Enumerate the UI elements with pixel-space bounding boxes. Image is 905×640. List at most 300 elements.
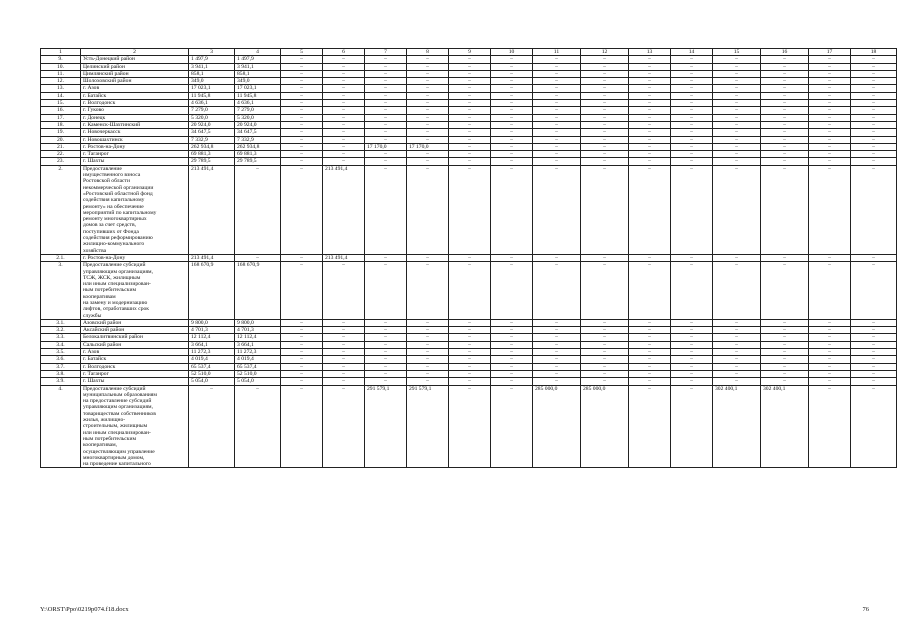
value-cell: – [581, 262, 629, 320]
value-cell: – [809, 151, 851, 158]
value-cell: – [851, 78, 897, 85]
row-name-cell: Аксайский район [81, 327, 189, 334]
value-cell: – [533, 63, 581, 70]
value-cell: – [713, 136, 761, 143]
value-cell: – [281, 143, 323, 150]
row-number-cell: 22. [41, 151, 81, 158]
table-row [41, 327, 897, 334]
value-cell: – [365, 129, 407, 136]
value-cell: – [491, 356, 533, 363]
value-cell: – [365, 356, 407, 363]
table-row [41, 385, 897, 468]
value-cell: – [761, 56, 809, 63]
value-cell: – [809, 100, 851, 107]
value-cell: 5 320,0 [189, 114, 235, 121]
header-cell: 11 [533, 49, 581, 56]
value-cell: – [671, 334, 713, 341]
value-cell: – [533, 56, 581, 63]
value-cell: 65 537,4 [189, 363, 235, 370]
value-cell: – [407, 56, 449, 63]
table-row [41, 151, 897, 158]
value-cell: – [491, 349, 533, 356]
value-cell: – [809, 107, 851, 114]
value-cell: – [809, 334, 851, 341]
value-cell: – [809, 319, 851, 326]
value-cell: – [713, 70, 761, 77]
value-cell: – [671, 385, 713, 468]
value-cell: – [323, 370, 365, 377]
value-cell: 858,1 [189, 70, 235, 77]
value-cell: – [449, 114, 491, 121]
value-cell: – [491, 370, 533, 377]
value-cell: – [533, 165, 581, 254]
value-cell: – [235, 254, 281, 261]
table-row [41, 121, 897, 128]
value-cell: – [491, 129, 533, 136]
value-cell: – [323, 378, 365, 385]
value-cell: – [449, 56, 491, 63]
value-cell: 213 491,4 [189, 165, 235, 254]
value-cell: 17 023,1 [189, 85, 235, 92]
row-number-cell: 3.2. [41, 327, 81, 334]
value-cell: – [533, 349, 581, 356]
value-cell: – [365, 334, 407, 341]
value-cell: 9 800,0 [235, 319, 281, 326]
value-cell: – [809, 385, 851, 468]
value-cell: 349,0 [189, 78, 235, 85]
value-cell: – [407, 78, 449, 85]
value-cell: 4 019,4 [189, 356, 235, 363]
value-cell: – [761, 136, 809, 143]
value-cell: – [761, 349, 809, 356]
value-cell: – [629, 341, 671, 348]
value-cell: – [761, 356, 809, 363]
value-cell: – [713, 143, 761, 150]
value-cell: – [365, 370, 407, 377]
row-name-cell: г. Донецк [81, 114, 189, 121]
value-cell: – [809, 341, 851, 348]
value-cell: – [671, 78, 713, 85]
value-cell: – [491, 107, 533, 114]
value-cell: 65 537,4 [235, 363, 281, 370]
value-cell: – [713, 129, 761, 136]
value-cell: – [323, 356, 365, 363]
value-cell: – [629, 158, 671, 165]
table-row [41, 129, 897, 136]
value-cell: 4 636,1 [235, 100, 281, 107]
header-cell: 18 [851, 49, 897, 56]
row-name-cell: г. Новочеркасск [81, 129, 189, 136]
value-cell: – [365, 341, 407, 348]
value-cell: – [407, 356, 449, 363]
row-number-cell: 10. [41, 63, 81, 70]
value-cell: 3 664,1 [189, 341, 235, 348]
value-cell: 285 000,0 [533, 385, 581, 468]
row-number-cell: 3.1. [41, 319, 81, 326]
row-number-cell: 3.8. [41, 370, 81, 377]
header-cell: 3 [189, 49, 235, 56]
value-cell: – [449, 262, 491, 320]
value-cell: – [851, 262, 897, 320]
row-name-cell: г. Волгодонск [81, 100, 189, 107]
value-cell: – [491, 341, 533, 348]
header-cell: 16 [761, 49, 809, 56]
value-cell: – [491, 334, 533, 341]
value-cell: – [581, 114, 629, 121]
value-cell: – [281, 78, 323, 85]
value-cell: – [851, 85, 897, 92]
value-cell: – [449, 121, 491, 128]
table-row [41, 356, 897, 363]
row-name-cell: г. Азов [81, 349, 189, 356]
value-cell: – [533, 356, 581, 363]
value-cell: – [407, 370, 449, 377]
value-cell: – [809, 121, 851, 128]
value-cell: – [407, 121, 449, 128]
value-cell: – [491, 100, 533, 107]
value-cell: – [491, 262, 533, 320]
value-cell: – [533, 319, 581, 326]
value-cell: – [761, 370, 809, 377]
value-cell: – [533, 78, 581, 85]
value-cell: – [629, 378, 671, 385]
value-cell: – [761, 262, 809, 320]
value-cell: – [809, 356, 851, 363]
value-cell: – [713, 254, 761, 261]
value-cell: – [629, 327, 671, 334]
value-cell: – [533, 114, 581, 121]
value-cell: – [851, 63, 897, 70]
value-cell: 11 945,8 [189, 92, 235, 99]
value-cell: 17 170,0 [407, 143, 449, 150]
value-cell: – [713, 370, 761, 377]
value-cell: – [671, 151, 713, 158]
value-cell: 7 332,9 [189, 136, 235, 143]
value-cell: – [365, 151, 407, 158]
header-cell: 4 [235, 49, 281, 56]
table-row [41, 319, 897, 326]
value-cell: – [323, 129, 365, 136]
value-cell: 5 054,0 [235, 378, 281, 385]
value-cell: – [671, 262, 713, 320]
value-cell: – [449, 334, 491, 341]
table-row [41, 334, 897, 341]
row-name-cell: г. Таганрог [81, 151, 189, 158]
value-cell: – [761, 158, 809, 165]
value-cell: – [281, 85, 323, 92]
value-cell: – [671, 327, 713, 334]
value-cell: – [671, 56, 713, 63]
value-cell: – [809, 129, 851, 136]
row-name-cell: Цимлянский район [81, 70, 189, 77]
value-cell: 213 491,4 [323, 165, 365, 254]
value-cell: 302 400,1 [761, 385, 809, 468]
value-cell: – [281, 121, 323, 128]
value-cell: – [761, 92, 809, 99]
value-cell: 12 112,4 [189, 334, 235, 341]
row-number-cell: 19. [41, 129, 81, 136]
value-cell: – [533, 158, 581, 165]
table-row [41, 56, 897, 63]
value-cell: – [713, 356, 761, 363]
value-cell: – [281, 151, 323, 158]
value-cell: – [365, 136, 407, 143]
value-cell: – [851, 385, 897, 468]
value-cell: – [671, 107, 713, 114]
value-cell: – [581, 254, 629, 261]
value-cell: – [581, 378, 629, 385]
row-name-cell: г. Шахты [81, 378, 189, 385]
value-cell: – [189, 385, 235, 468]
value-cell: – [713, 63, 761, 70]
header-cell: 10 [491, 49, 533, 56]
value-cell: – [851, 327, 897, 334]
value-cell: – [323, 349, 365, 356]
value-cell: 7 332,9 [235, 136, 281, 143]
value-cell: – [629, 85, 671, 92]
row-number-cell: 9. [41, 56, 81, 63]
value-cell: – [323, 136, 365, 143]
value-cell: – [533, 100, 581, 107]
value-cell: – [407, 334, 449, 341]
value-cell: 262 934,8 [189, 143, 235, 150]
financing-table [40, 48, 897, 468]
value-cell: – [449, 370, 491, 377]
value-cell: – [449, 107, 491, 114]
value-cell: – [581, 363, 629, 370]
value-cell: – [809, 63, 851, 70]
value-cell: – [491, 363, 533, 370]
value-cell: – [407, 70, 449, 77]
value-cell: – [581, 56, 629, 63]
value-cell: – [449, 85, 491, 92]
table-row [41, 349, 897, 356]
value-cell: – [365, 114, 407, 121]
value-cell: – [491, 63, 533, 70]
row-number-cell: 3.9. [41, 378, 81, 385]
value-cell: – [449, 349, 491, 356]
value-cell: – [323, 63, 365, 70]
value-cell: – [809, 363, 851, 370]
row-number-cell: 20. [41, 136, 81, 143]
value-cell: – [581, 165, 629, 254]
value-cell: – [581, 107, 629, 114]
value-cell: – [407, 158, 449, 165]
value-cell: – [713, 158, 761, 165]
value-cell: – [533, 143, 581, 150]
value-cell: – [629, 334, 671, 341]
value-cell: – [365, 92, 407, 99]
value-cell: – [407, 319, 449, 326]
value-cell: – [629, 319, 671, 326]
value-cell: 302 400,1 [713, 385, 761, 468]
row-name-cell: Усть-Донецкий район [81, 56, 189, 63]
value-cell: 29 789,5 [189, 158, 235, 165]
value-cell: – [851, 165, 897, 254]
value-cell: – [449, 356, 491, 363]
value-cell: – [491, 78, 533, 85]
row-name-cell: г. Ростов-на-Дону [81, 143, 189, 150]
value-cell: – [851, 319, 897, 326]
value-cell: – [761, 70, 809, 77]
value-cell: – [671, 143, 713, 150]
value-cell: – [761, 78, 809, 85]
value-cell: – [449, 363, 491, 370]
value-cell: – [809, 143, 851, 150]
row-number-cell: 18. [41, 121, 81, 128]
value-cell: – [491, 121, 533, 128]
value-cell: – [671, 100, 713, 107]
table-row [41, 143, 897, 150]
value-cell: – [629, 70, 671, 77]
value-cell: – [491, 114, 533, 121]
value-cell: – [713, 262, 761, 320]
table-row [41, 114, 897, 121]
value-cell: – [629, 356, 671, 363]
value-cell: 213 491,4 [189, 254, 235, 261]
value-cell: – [281, 319, 323, 326]
value-cell: – [281, 356, 323, 363]
value-cell: 7 279,0 [235, 107, 281, 114]
value-cell: – [449, 327, 491, 334]
value-cell: – [449, 341, 491, 348]
value-cell: – [713, 341, 761, 348]
value-cell: – [671, 349, 713, 356]
value-cell: – [629, 254, 671, 261]
value-cell: – [761, 129, 809, 136]
value-cell: – [671, 92, 713, 99]
row-number-cell: 14. [41, 92, 81, 99]
row-number-cell: 12. [41, 78, 81, 85]
value-cell: – [235, 385, 281, 468]
value-cell: – [533, 70, 581, 77]
value-cell: 262 934,8 [235, 143, 281, 150]
value-cell: – [323, 56, 365, 63]
value-cell: – [449, 70, 491, 77]
value-cell: – [629, 262, 671, 320]
row-name-cell: г. Батайск [81, 92, 189, 99]
value-cell: – [533, 121, 581, 128]
value-cell: – [365, 158, 407, 165]
value-cell: – [761, 85, 809, 92]
value-cell: – [281, 370, 323, 377]
table-row [41, 107, 897, 114]
value-cell: 11 272,3 [189, 349, 235, 356]
row-name-cell: Предоставление субсидий управляющим организациям, ТСЖ, ЖСК, жилищным или иным специализирован- ным потребительским кооперативам на замену и модернизацию лифтов, отработавших срок службы [81, 262, 189, 320]
value-cell: – [851, 114, 897, 121]
value-cell: – [365, 70, 407, 77]
value-cell: – [629, 121, 671, 128]
value-cell: – [281, 254, 323, 261]
row-name-cell: г. Таганрог [81, 370, 189, 377]
value-cell: 5 320,0 [235, 114, 281, 121]
value-cell: – [761, 151, 809, 158]
value-cell: – [323, 85, 365, 92]
value-cell: – [281, 63, 323, 70]
value-cell: – [851, 56, 897, 63]
table-row [41, 363, 897, 370]
value-cell: – [809, 136, 851, 143]
value-cell: 12 112,4 [235, 334, 281, 341]
value-cell: – [281, 341, 323, 348]
value-cell: – [851, 151, 897, 158]
table-row [41, 165, 897, 254]
value-cell: – [671, 129, 713, 136]
value-cell: – [809, 370, 851, 377]
value-cell: – [629, 151, 671, 158]
value-cell: – [851, 356, 897, 363]
value-cell: – [407, 129, 449, 136]
header-cell: 9 [449, 49, 491, 56]
row-number-cell: 2.1. [41, 254, 81, 261]
value-cell: – [629, 370, 671, 377]
value-cell: 291 579,1 [365, 385, 407, 468]
value-cell: – [851, 136, 897, 143]
value-cell: – [761, 100, 809, 107]
value-cell: – [407, 378, 449, 385]
value-cell: – [581, 334, 629, 341]
value-cell: – [407, 165, 449, 254]
value-cell: – [629, 143, 671, 150]
value-cell: – [323, 262, 365, 320]
value-cell: – [407, 63, 449, 70]
value-cell: 20 924,0 [235, 121, 281, 128]
value-cell: 858,1 [235, 70, 281, 77]
value-cell: – [407, 85, 449, 92]
row-number-cell: 17. [41, 114, 81, 121]
column-number-header [41, 49, 897, 56]
value-cell: – [809, 262, 851, 320]
value-cell: – [809, 165, 851, 254]
value-cell: – [491, 56, 533, 63]
value-cell: – [365, 100, 407, 107]
value-cell: – [671, 63, 713, 70]
value-cell: – [671, 85, 713, 92]
value-cell: – [449, 78, 491, 85]
table-row [41, 370, 897, 377]
value-cell: 17 023,1 [235, 85, 281, 92]
header-cell: 5 [281, 49, 323, 56]
value-cell: – [449, 158, 491, 165]
value-cell: – [491, 85, 533, 92]
value-cell: – [761, 165, 809, 254]
row-name-cell: г. Волгодонск [81, 363, 189, 370]
value-cell: – [761, 378, 809, 385]
value-cell: – [581, 356, 629, 363]
value-cell: – [671, 378, 713, 385]
row-number-cell: 23. [41, 158, 81, 165]
value-cell: – [491, 151, 533, 158]
value-cell: 29 789,5 [235, 158, 281, 165]
value-cell: – [671, 319, 713, 326]
value-cell: – [491, 385, 533, 468]
table-row [41, 63, 897, 70]
value-cell: – [533, 370, 581, 377]
value-cell: – [365, 378, 407, 385]
value-cell: 349,0 [235, 78, 281, 85]
value-cell: – [323, 158, 365, 165]
row-number-cell: 13. [41, 85, 81, 92]
value-cell: – [365, 319, 407, 326]
value-cell: – [851, 92, 897, 99]
value-cell: – [761, 143, 809, 150]
value-cell: – [449, 151, 491, 158]
header-cell: 12 [581, 49, 629, 56]
row-name-cell: Азовский район [81, 319, 189, 326]
value-cell: 69 881,3 [189, 151, 235, 158]
value-cell: – [761, 334, 809, 341]
row-name-cell: г. Шахты [81, 158, 189, 165]
